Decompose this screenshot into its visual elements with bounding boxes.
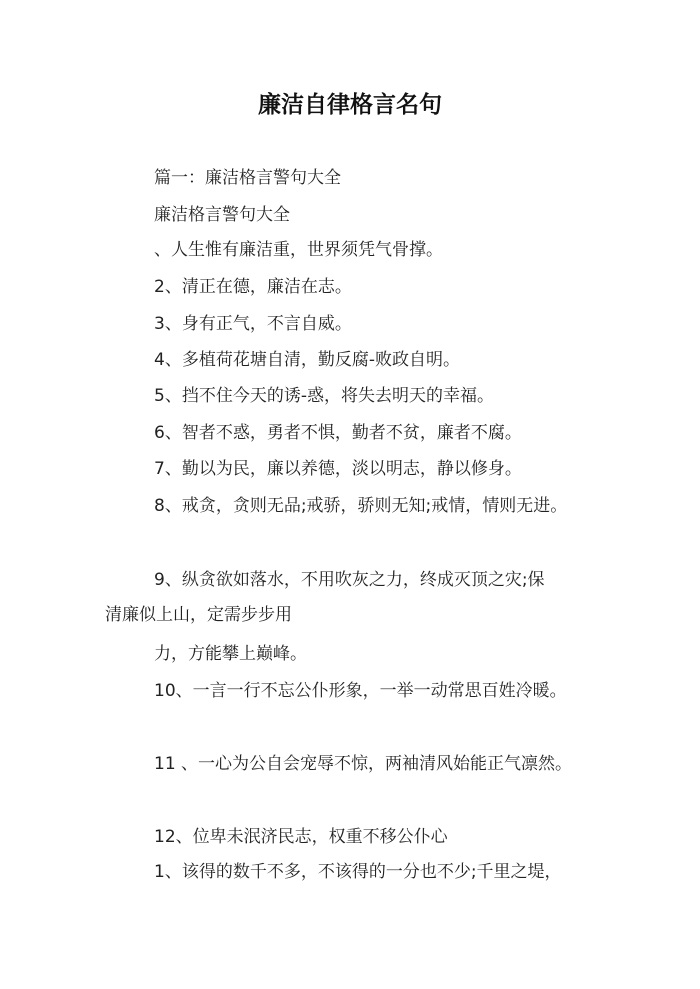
subheading: 廉洁格言警句大全: [154, 205, 290, 225]
quote-line: 12、位卑未泯济民志，权重不移公仆心: [154, 827, 448, 847]
quote-line: 6、智者不惑，勇者不惧，勤者不贫，廉者不腐。: [154, 423, 522, 443]
quote-line: 、人生惟有廉洁重，世界须凭气骨撑。: [154, 240, 443, 260]
quote-line: 1、该得的数千不多，不该得的一分也不少;千里之堤，: [154, 862, 562, 882]
quote-line: 7、勤以为民，廉以养德，淡以明志，静以修身。: [154, 459, 522, 479]
document-title: 廉洁自律格言名句: [258, 92, 442, 118]
quote-line: 10、一言一行不忘公仆形象，一举一动常思百姓冷暖。: [154, 681, 567, 701]
quote-line-continued: 清廉似上山，定需步步用: [105, 605, 292, 625]
quote-line: 9、纵贪欲如落水，不用吹灰之力，终成灭顶之灾;保: [154, 570, 545, 590]
quote-line: 11 、一心为公自会宠辱不惊，两袖清风始能正气凛然。: [154, 754, 573, 774]
quote-line: 2、清正在德，廉洁在志。: [154, 277, 352, 297]
section-heading: 篇一：廉洁格言警句大全: [154, 168, 341, 188]
quote-line: 3、身有正气，不言自威。: [154, 314, 352, 334]
quote-line-continued: 力，方能攀上巅峰。: [154, 644, 307, 664]
quote-line: 4、多植荷花塘自清，勤反腐-败政自明。: [154, 350, 460, 370]
quote-line: 5、挡不住今天的诱-惑，将失去明天的幸福。: [154, 386, 494, 406]
quote-line: 8、戒贪，贪则无品;戒骄，骄则无知;戒情，情则无进。: [154, 496, 568, 516]
